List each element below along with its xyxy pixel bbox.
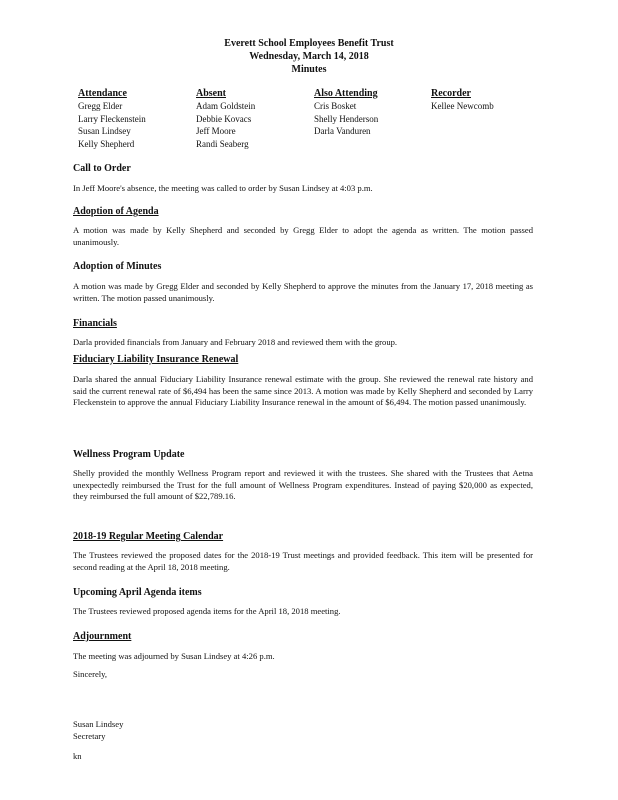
section-heading-adoption-minutes: Adoption of Minutes bbox=[73, 261, 162, 272]
section-text-financials: Darla provided financials from January and February 2018 and reviewed them with the group. bbox=[73, 337, 398, 347]
document-title: Everett School Employees Benefit Trust bbox=[224, 38, 394, 49]
meeting-date: Wednesday, March 14, 2018 bbox=[249, 51, 369, 62]
section-text-fiduciary: Darla shared the annual Fiduciary Liability Insurance renewal estimate with the group. She reviewed the renewal rate history and said the current renewal rate of $6,494 has been the same since 2013. A motion was made by Kelly Shepherd and seconded by Larry Fleckenstein to approve the annual Fiduciary Liability Insurance renewal in the amount of $6,494. The motion passed unanimously. bbox=[73, 374, 533, 408]
closing-salutation: Sincerely, bbox=[73, 669, 108, 679]
absent-name: Debbie Kovacs bbox=[196, 113, 252, 124]
attendee-name: Larry Fleckenstein bbox=[78, 113, 146, 124]
attendee-name: Susan Lindsey bbox=[78, 126, 131, 136]
also-attending-name: Darla Vanduren bbox=[314, 126, 371, 136]
section-text-upcoming: The Trustees reviewed proposed agenda items for the April 18, 2018 meeting. bbox=[73, 606, 341, 616]
absent-column bbox=[196, 88, 255, 150]
document-subtitle: Minutes bbox=[291, 64, 327, 75]
section-heading-upcoming: Upcoming April Agenda items bbox=[73, 587, 202, 598]
also-attending-name: Cris Bosket bbox=[314, 101, 357, 111]
absent-heading: Absent bbox=[196, 88, 227, 99]
section-heading-calendar: 2018-19 Regular Meeting Calendar bbox=[73, 531, 224, 542]
recorder-name: Kellee Newcomb bbox=[431, 101, 494, 111]
section-text-call-to-order: In Jeff Moore's absence, the meeting was called to order by Susan Lindsey at 4:03 p.m. bbox=[73, 183, 373, 193]
section-heading-adoption-agenda: Adoption of Agenda bbox=[73, 206, 159, 217]
attendance-heading: Attendance bbox=[78, 88, 127, 99]
signer-name: Susan Lindsey bbox=[73, 719, 124, 729]
attendee-name: Gregg Elder bbox=[78, 101, 123, 111]
recorder-heading: Recorder bbox=[431, 88, 471, 99]
signer-title: Secretary bbox=[73, 731, 106, 741]
section-heading-wellness: Wellness Program Update bbox=[73, 449, 185, 460]
section-heading-financials: Financials bbox=[73, 318, 117, 329]
also-attending-heading: Also Attending bbox=[314, 88, 378, 99]
section-text-adoption-minutes: A motion was made by Gregg Elder and seconded by Kelly Shepherd to approve the minutes from the January 17, 2018 meeting as written. The motion passed unanimously. bbox=[73, 281, 533, 303]
recorder-column bbox=[431, 88, 494, 113]
absent-name: Randi Seaberg bbox=[196, 138, 249, 149]
section-text-adoption-agenda: A motion was made by Kelly Shepherd and seconded by Gregg Elder to adopt the agenda as written. The motion passed unanimously. bbox=[73, 225, 533, 247]
section-heading-adjournment: Adjournment bbox=[73, 631, 132, 642]
section-heading-fiduciary: Fiduciary Liability Insurance Renewal bbox=[73, 354, 239, 365]
also-attending-name: Shelly Henderson bbox=[314, 113, 379, 124]
typist-initials: kn bbox=[73, 751, 82, 761]
absent-name: Adam Goldstein bbox=[196, 101, 256, 111]
section-text-wellness: Shelly provided the monthly Wellness Program report and reviewed it with the trustees. She shared with the Trustees that Aetna unexpectedly reimbursed the Trust for the full amount of Wellness Program expenditures. Instead of paying $20,000 as expected, they reimbursed the full amount of $22,789.16. bbox=[73, 468, 533, 502]
section-heading-call-to-order: Call to Order bbox=[73, 163, 131, 174]
section-text-calendar: The Trustees reviewed the proposed dates for the 2018-19 Trust meetings and provided feedback. This item will be presented for second reading at the April 18, 2018 meeting. bbox=[73, 550, 533, 572]
attendee-name: Kelly Shepherd bbox=[78, 138, 135, 149]
attendance-column bbox=[78, 88, 146, 150]
absent-name: Jeff Moore bbox=[196, 126, 236, 136]
section-text-adjournment: The meeting was adjourned by Susan Lindsey at 4:26 p.m. bbox=[73, 651, 275, 661]
also-attending-column bbox=[314, 88, 378, 138]
